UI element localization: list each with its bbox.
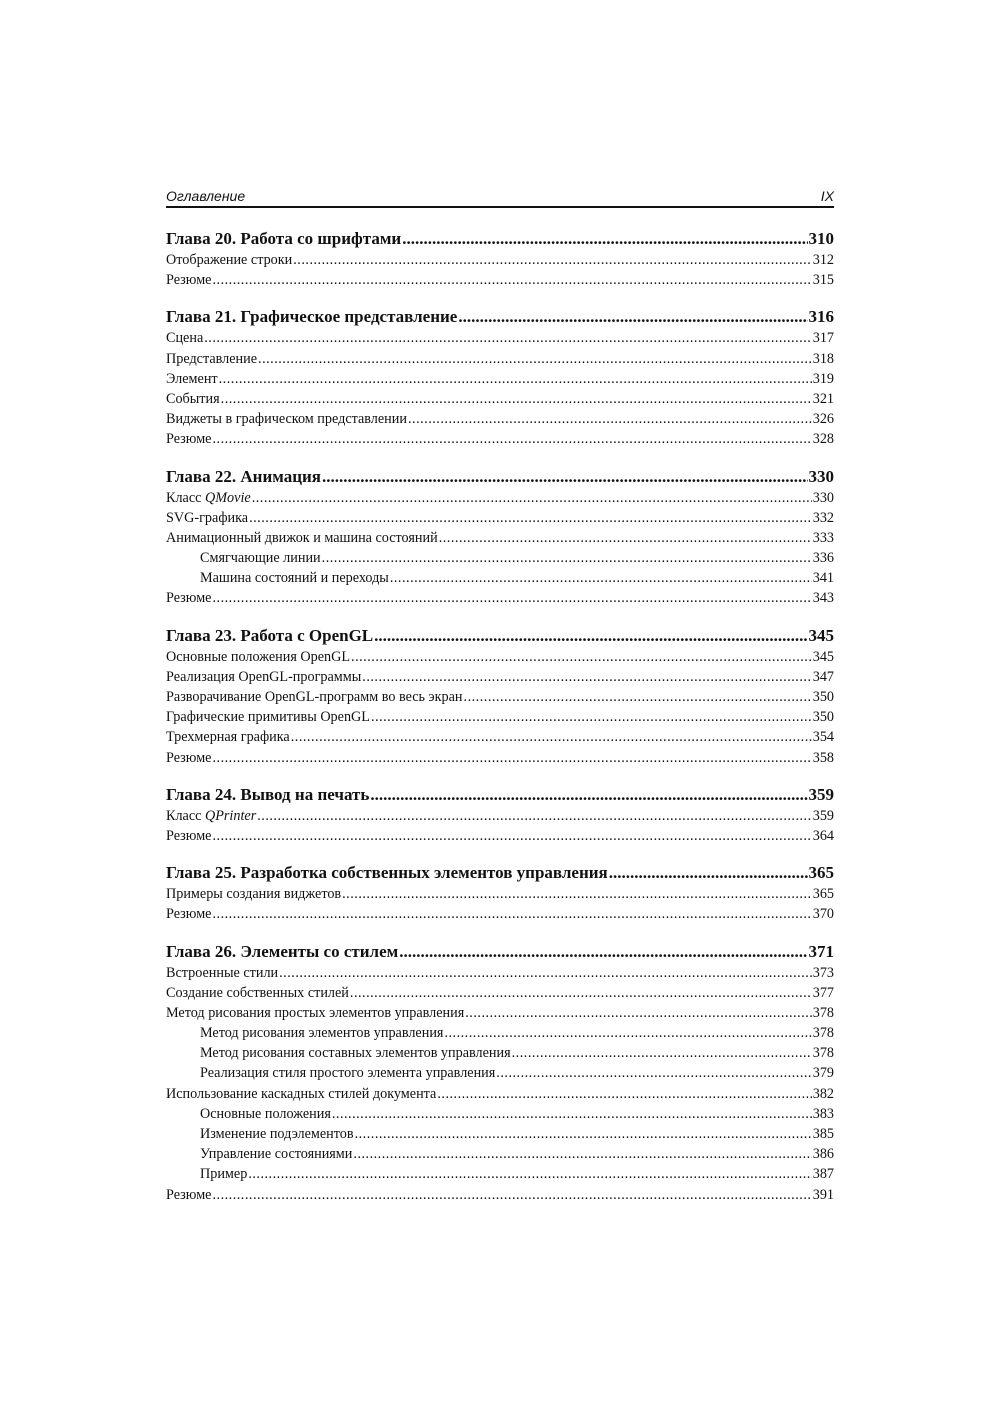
dot-leader [252, 488, 812, 508]
dot-leader [248, 1164, 811, 1184]
section-page: 341 [812, 570, 834, 587]
dot-leader [465, 1003, 811, 1023]
section-page: 333 [812, 529, 834, 546]
section-entry[interactable] [166, 409, 834, 429]
section-page: 350 [812, 689, 834, 705]
section-title: Метод рисования составных элементов управления [200, 1045, 511, 1062]
dot-leader [350, 983, 812, 1003]
toc-chapter [166, 784, 834, 846]
dot-leader [374, 625, 807, 647]
section-title: SVG-графика [166, 509, 249, 526]
section-entry[interactable] [166, 588, 834, 608]
section-page: 364 [812, 827, 834, 844]
chapter-page: 371 [808, 941, 834, 961]
section-title: Создание собственных стилей [166, 984, 349, 1001]
section-page: 391 [812, 1186, 834, 1203]
section-title: Реализация OpenGL-программы [166, 668, 362, 685]
dot-leader [399, 941, 807, 963]
dot-leader [444, 1023, 811, 1043]
section-page: 386 [812, 1146, 834, 1163]
section-title: Резюме [166, 906, 212, 923]
chapter-entry[interactable] [166, 625, 834, 647]
section-entry[interactable] [166, 826, 834, 846]
section-entry[interactable] [166, 806, 834, 826]
section-page: 378 [812, 1004, 834, 1021]
section-entry[interactable] [166, 488, 834, 508]
section-page: 373 [812, 964, 834, 981]
section-title: Класс QPrinter [166, 807, 257, 824]
dot-leader [408, 409, 812, 429]
table-of-contents [166, 228, 834, 1221]
section-page: 387 [812, 1166, 834, 1183]
section-page: 359 [812, 807, 834, 824]
dot-leader [464, 687, 812, 707]
section-title: Разворачивание OpenGL-программ во весь экран [166, 689, 463, 705]
section-page: 347 [812, 668, 834, 685]
section-page: 378 [812, 1045, 834, 1062]
toc-chapter [166, 466, 834, 609]
dot-leader [279, 963, 812, 983]
section-entry[interactable] [166, 983, 834, 1003]
dot-leader [353, 1144, 811, 1164]
dot-leader [212, 588, 811, 608]
section-title: Основные положения [200, 1105, 331, 1122]
dot-leader [496, 1063, 811, 1083]
section-title: Машина состояний и переходы [200, 570, 389, 587]
section-entry[interactable] [166, 508, 834, 528]
section-entry[interactable] [166, 647, 834, 667]
section-title: Резюме [166, 431, 212, 448]
chapter-title: Глава 21. Графическое представление [166, 307, 458, 327]
dot-leader [342, 884, 812, 904]
section-title: Встроенные стили [166, 964, 279, 981]
dot-leader [439, 528, 812, 548]
section-page: 332 [812, 509, 834, 526]
dot-leader [512, 1043, 812, 1063]
dot-leader [437, 1084, 811, 1104]
dot-leader [221, 389, 812, 409]
subsection-entry[interactable] [166, 548, 834, 568]
dot-leader [362, 667, 811, 687]
dot-leader [351, 647, 812, 667]
dot-leader [257, 806, 812, 826]
dot-leader [332, 1104, 812, 1124]
section-title: Сцена [166, 330, 204, 347]
class-name: QMovie [204, 489, 251, 506]
section-page: 383 [812, 1105, 834, 1122]
section-page: 365 [812, 886, 834, 903]
section-title: Представление [166, 350, 258, 367]
section-entry[interactable] [166, 687, 834, 707]
section-entry[interactable] [166, 369, 834, 389]
section-entry[interactable] [166, 707, 834, 727]
section-page: 336 [812, 550, 834, 567]
chapter-entry[interactable] [166, 228, 834, 250]
section-title: Анимационный движок и машина состояний [166, 529, 438, 546]
section-entry[interactable] [166, 748, 834, 768]
chapter-title: Глава 22. Анимация [166, 466, 321, 486]
section-page: 312 [812, 252, 834, 268]
section-title: Реализация стиля простого элемента управления [200, 1065, 496, 1082]
section-page: 370 [812, 906, 834, 923]
chapter-title: Глава 24. Вывод на печать [166, 784, 370, 804]
subsection-entry[interactable] [166, 568, 834, 588]
section-page: 330 [812, 489, 834, 506]
dot-leader [322, 466, 808, 488]
section-title: Элемент [166, 370, 218, 387]
section-title: Резюме [166, 827, 212, 844]
section-entry[interactable] [166, 349, 834, 369]
section-page: 382 [812, 1085, 834, 1102]
dot-leader [609, 862, 808, 884]
subsection-entry[interactable] [166, 1104, 834, 1124]
section-entry[interactable] [166, 1084, 834, 1104]
section-title: Резюме [166, 272, 212, 289]
dot-leader [390, 568, 812, 588]
section-title: Примеры создания виджетов [166, 886, 342, 903]
section-page: 326 [812, 411, 834, 428]
dot-leader [291, 727, 812, 747]
section-title: Виджеты в графическом представлении [166, 411, 407, 428]
section-title: Трехмерная графика [166, 729, 290, 746]
section-page: 377 [812, 984, 834, 1001]
section-entry[interactable] [166, 667, 834, 687]
chapter-page: 359 [808, 784, 834, 804]
dot-leader [212, 270, 811, 290]
dot-leader [458, 306, 807, 328]
section-page: 315 [812, 272, 834, 289]
dot-leader [219, 369, 812, 389]
subsection-entry[interactable] [166, 1023, 834, 1043]
dot-leader [371, 707, 812, 727]
section-page: 318 [812, 350, 834, 367]
section-entry[interactable] [166, 884, 834, 904]
toc-chapter [166, 306, 834, 449]
chapter-entry[interactable] [166, 941, 834, 963]
page-header [166, 188, 834, 208]
section-entry[interactable] [166, 727, 834, 747]
section-title: Изменение подэлементов [200, 1126, 354, 1142]
section-page: 358 [812, 749, 834, 766]
section-page: 321 [812, 390, 834, 407]
section-title: Управление состояниями [200, 1146, 353, 1163]
chapter-entry[interactable] [166, 466, 834, 488]
section-page: 350 [812, 709, 834, 726]
section-entry[interactable] [166, 1003, 834, 1023]
section-page: 328 [812, 431, 834, 448]
dot-leader [212, 1185, 811, 1205]
chapter-page: 310 [808, 229, 834, 248]
subsection-entry[interactable] [166, 1124, 834, 1144]
chapter-page: 330 [808, 466, 834, 486]
section-title: Пример [200, 1166, 248, 1183]
section-title: Резюме [166, 749, 212, 766]
subsection-entry[interactable] [166, 1043, 834, 1063]
running-head-title: Оглавление [166, 188, 246, 204]
chapter-entry[interactable] [166, 862, 834, 884]
dot-leader [212, 904, 811, 924]
section-title: События [166, 390, 220, 407]
toc-chapter [166, 941, 834, 1205]
section-page: 317 [812, 330, 834, 347]
dot-leader [293, 250, 811, 270]
chapter-page: 365 [808, 863, 834, 883]
dot-leader [402, 228, 807, 250]
section-page: 319 [812, 370, 834, 387]
dot-leader [249, 508, 812, 528]
section-title: Графические примитивы OpenGL [166, 709, 370, 726]
section-entry[interactable] [166, 429, 834, 449]
section-page: 379 [812, 1065, 834, 1082]
section-page: 354 [812, 729, 834, 746]
section-title: Метод рисования элементов управления [200, 1025, 444, 1042]
section-entry[interactable] [166, 270, 834, 290]
section-page: 345 [812, 648, 834, 665]
dot-leader [212, 826, 811, 846]
subsection-entry[interactable] [166, 1063, 834, 1083]
toc-chapter [166, 862, 834, 924]
chapter-title: Глава 23. Работа с OpenGL [166, 625, 374, 645]
toc-chapter [166, 625, 834, 768]
section-title: Смягчающие линии [200, 550, 321, 567]
section-entry[interactable] [166, 328, 834, 348]
section-entry[interactable] [166, 389, 834, 409]
section-entry[interactable] [166, 963, 834, 983]
section-title: Класс QMovie [166, 489, 251, 506]
section-title: Метод рисования простых элементов управления [166, 1004, 465, 1021]
dot-leader [322, 548, 812, 568]
section-title: Резюме [166, 590, 212, 607]
dot-leader [204, 328, 811, 348]
dot-leader [212, 748, 811, 768]
subsection-entry[interactable] [166, 1144, 834, 1164]
chapter-title: Глава 25. Разработка собственных элементов управления [166, 863, 608, 883]
dot-leader [370, 784, 807, 806]
section-entry[interactable] [166, 250, 834, 270]
chapter-entry[interactable] [166, 306, 834, 328]
chapter-title: Глава 20. Работа со шрифтами [166, 229, 402, 248]
section-entry[interactable] [166, 904, 834, 924]
section-page: 378 [812, 1025, 834, 1042]
section-title: Использование каскадных стилей документа [166, 1085, 437, 1102]
section-title: Отображение строки [166, 252, 293, 268]
section-title: Основные положения OpenGL [166, 648, 351, 665]
section-page: 385 [812, 1126, 834, 1142]
section-entry[interactable] [166, 1185, 834, 1205]
chapter-entry[interactable] [166, 784, 834, 806]
section-page: 343 [812, 590, 834, 607]
class-name: QPrinter [204, 807, 257, 824]
chapter-page: 345 [808, 625, 834, 645]
subsection-entry[interactable] [166, 1164, 834, 1184]
section-entry[interactable] [166, 528, 834, 548]
dot-leader [212, 429, 811, 449]
page-number: IX [820, 188, 834, 204]
chapter-page: 316 [808, 307, 834, 327]
toc-chapter [166, 228, 834, 290]
dot-leader [258, 349, 812, 369]
chapter-title: Глава 26. Элементы со стилем [166, 941, 399, 961]
section-title: Резюме [166, 1186, 212, 1203]
dot-leader [355, 1124, 812, 1144]
